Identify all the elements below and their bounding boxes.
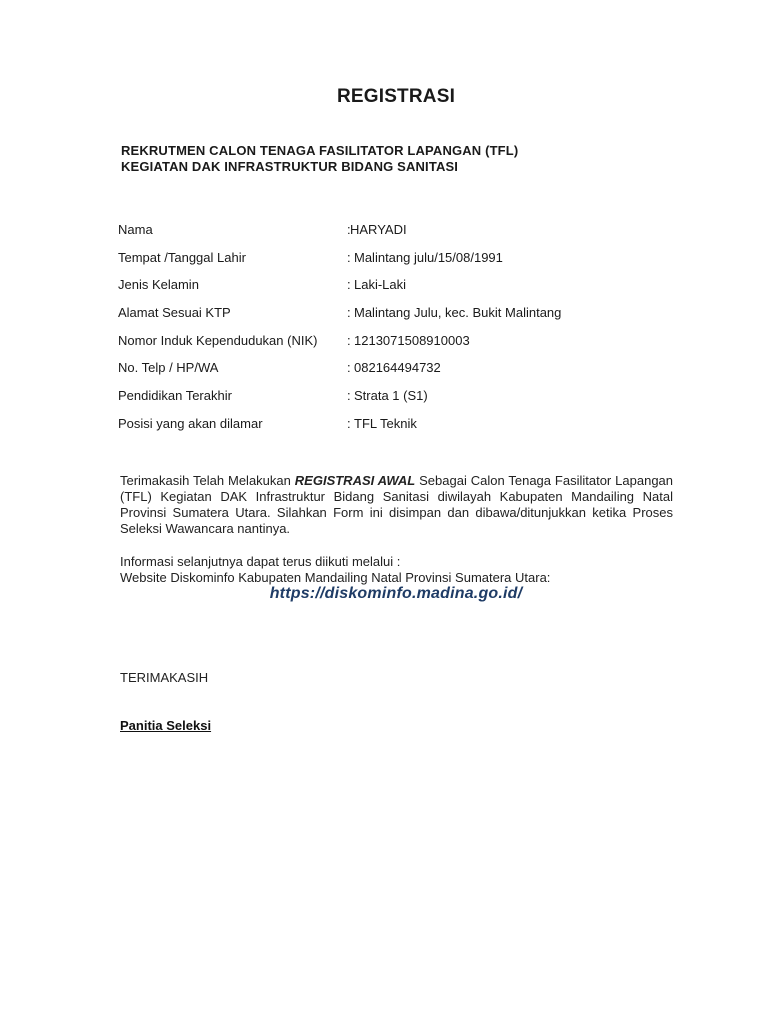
field-row-telepon xyxy=(118,360,678,388)
field-label: Posisi yang akan dilamar xyxy=(118,415,263,431)
document-subtitle-line1: REKRUTMEN CALON TENAGA FASILITATOR LAPANGAN (TFL) xyxy=(121,143,519,158)
field-label: Jenis Kelamin xyxy=(118,277,199,293)
document-title: REGISTRASI xyxy=(336,86,456,107)
field-separator: : xyxy=(347,415,351,431)
field-separator: : xyxy=(347,332,351,348)
paragraph-text-before: Terimakasih Telah Melakukan xyxy=(120,473,295,488)
field-separator: : xyxy=(347,222,351,237)
info-block xyxy=(120,554,550,586)
info-line-1: Informasi selanjutnya dapat terus diikuti melalui : xyxy=(120,554,401,569)
field-row-alamat xyxy=(118,305,678,333)
field-label: Tempat /Tanggal Lahir xyxy=(118,249,246,265)
field-row-jenis-kelamin xyxy=(118,277,678,305)
paragraph-emphasis: REGISTRASI AWAL xyxy=(294,473,416,488)
field-value: 1213071508910003 xyxy=(354,332,470,348)
field-value: 082164494732 xyxy=(354,360,441,376)
field-label: Alamat Sesuai KTP xyxy=(118,305,231,321)
closing-text: TERIMAKASIH xyxy=(120,670,209,685)
document-subtitle-line2: KEGIATAN DAK INFRASTRUKTUR BIDANG SANITASI xyxy=(121,159,459,174)
field-value: Malintang Julu, kec. Bukit Malintang xyxy=(354,305,562,321)
paragraph-text-after: Sebagai Calon Tenaga Fasilitator Lapangan (TFL) Kegiatan DAK Infrastruktur Bidang Sanitasi diwilayah Kabupaten Mandailing Natal Provinsi Sumatera Utara. Silahkan Form ini disimpan dan dibawa/ditunjukkan ketika Proses Seleksi Wawancara nantinya. xyxy=(120,473,674,536)
field-row-nik xyxy=(118,333,678,361)
website-link[interactable]: https://diskominfo.madina.go.id/ xyxy=(269,585,523,602)
registrant-fields xyxy=(118,222,678,444)
info-line-2: Website Diskominfo Kabupaten Mandailing Natal Provinsi Sumatera Utara: xyxy=(120,570,551,585)
field-label: Nama xyxy=(118,222,153,237)
field-value: Malintang julu/15/08/1991 xyxy=(354,249,503,265)
field-label: Nomor Induk Kependudukan (NIK) xyxy=(118,332,318,348)
field-value: Laki-Laki xyxy=(354,277,407,293)
field-separator: : xyxy=(347,277,351,293)
field-row-nama xyxy=(118,222,678,250)
field-value: Strata 1 (S1) xyxy=(354,388,428,404)
field-row-posisi xyxy=(118,416,678,444)
field-label: No. Telp / HP/WA xyxy=(118,360,219,376)
field-label: Pendidikan Terakhir xyxy=(118,388,232,404)
field-value: HARYADI xyxy=(350,222,407,237)
field-row-pendidikan xyxy=(118,388,678,416)
field-separator: : xyxy=(347,305,351,321)
field-row-tempat-tanggal-lahir xyxy=(118,250,678,278)
confirmation-paragraph xyxy=(120,473,673,537)
field-separator: : xyxy=(347,249,351,265)
field-separator: : xyxy=(347,360,351,376)
signature-text: Panitia Seleksi xyxy=(120,718,212,733)
field-separator: : xyxy=(347,388,351,404)
field-value: TFL Teknik xyxy=(354,415,417,431)
